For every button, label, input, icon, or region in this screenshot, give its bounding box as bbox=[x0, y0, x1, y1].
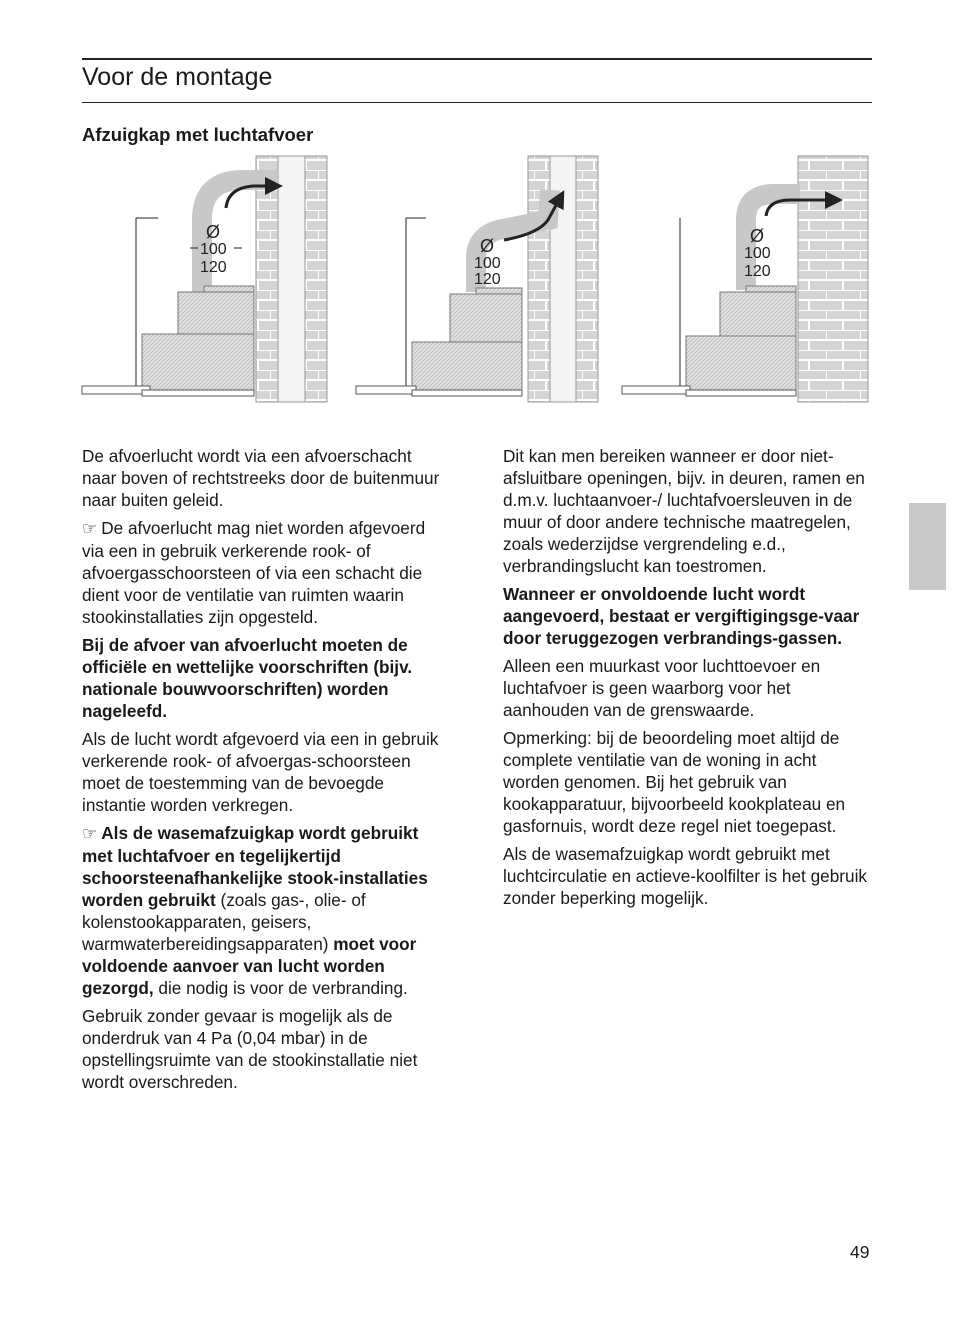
bold-text: moet voor voldoende aanvoer van lucht worden gezorgd, bbox=[82, 934, 417, 998]
chapter-tab bbox=[909, 503, 946, 590]
dimension-120: 120 bbox=[200, 259, 227, 276]
dimension-100: 100 bbox=[744, 245, 771, 262]
dimension-100: 100 bbox=[474, 255, 501, 272]
dimension-120: 120 bbox=[744, 263, 771, 280]
installation-figure bbox=[78, 150, 873, 410]
paragraph: Als de wasemafzuigkap wordt gebruikt met luchtcirculatie en actieve-koolfilter is het gebruik zonder beperking mogelijk. bbox=[503, 844, 867, 908]
normal-text: (zoals gas-, olie- of kolenstookapparaten, geisers, warmwaterbereidingsapparaten) bbox=[82, 890, 366, 954]
dimension-100: 100 bbox=[200, 241, 227, 258]
figure-panel-vertical-duct bbox=[356, 156, 598, 402]
figure-panel-wall-outlet bbox=[622, 156, 868, 402]
note-text: De afvoerlucht mag niet worden afgevoerd via een in gebruik verkerende rook- of afvoergasschoorsteen of via een schacht die dient voor de ventilatie van ruimten waarin stookinstallaties zijn opgesteld. bbox=[82, 518, 426, 627]
text-column-left bbox=[82, 445, 450, 1099]
diameter-symbol: Ø bbox=[750, 226, 765, 246]
page-number: 49 bbox=[850, 1242, 870, 1262]
paragraph: Als de lucht wordt afgevoerd via een in gebruik verkerende rook- of afvoergas-schoorsteen moet de toestemming van de bevoegde instantie worden verkregen. bbox=[82, 729, 439, 815]
note-paragraph bbox=[82, 822, 450, 999]
paragraph: De afvoerlucht wordt via een afvoerschacht naar boven of rechtstreeks door de buitenmuur naar buiten geleid. bbox=[82, 446, 440, 510]
bold-text: Als de wasemafzuigkap wordt gebruikt met luchtafvoer en tegelijkertijd schoorsteenafhankelijke stook-installaties worden gebruikt bbox=[82, 823, 428, 910]
note-paragraph bbox=[82, 517, 450, 628]
pointing-hand-icon: ☞ bbox=[82, 824, 98, 843]
text-column-right bbox=[503, 445, 871, 915]
paragraph: Opmerking: bij de beoordeling moet altijd de complete ventilatie van de woning in acht worden genomen. Bij het gebruik van kookapparatuur, bijvoorbeeld kookplateau en gasfornuis, wordt deze regel niet toegepast. bbox=[503, 728, 846, 836]
paragraph: Dit kan men bereiken wanneer er door niet-afsluitbare openingen, bijv. in deuren, ramen en d.m.v. luchtaanvoer-/ luchtafvoersleuven in de muur of door andere technische maatregelen, zoals wederzijdse vergrendeling e.d., verbrandingslucht kan toestromen. bbox=[503, 446, 865, 576]
bold-text: Wanneer er onvoldoende lucht wordt aangevoerd, bestaat er vergiftigingsge-vaar door teruggezogen verbrandings-gassen. bbox=[503, 584, 860, 648]
paragraph: Gebruik zonder gevaar is mogelijk als de onderdruk van 4 Pa (0,04 mbar) in de opstellingsruimte van de stookinstallatie niet wordt overschreden. bbox=[82, 1006, 418, 1092]
header-rule-bottom bbox=[82, 102, 872, 103]
section-title: Afzuigkap met luchtafvoer bbox=[82, 124, 314, 145]
diameter-symbol: Ø bbox=[480, 236, 495, 256]
normal-text: die nodig is voor de verbranding. bbox=[153, 978, 408, 998]
dimension-120: 120 bbox=[474, 271, 501, 288]
diameter-symbol: Ø bbox=[206, 222, 221, 242]
paragraph-bold bbox=[503, 583, 871, 649]
paragraph-bold bbox=[82, 634, 450, 722]
header-rule-top bbox=[82, 58, 872, 60]
bold-text: Bij de afvoer van afvoerlucht moeten de officiële en wettelijke voorschriften (bijv. nationale bouwvoorschriften) worden nageleefd. bbox=[82, 635, 413, 721]
paragraph: Alleen een muurkast voor luchttoevoer en luchtafvoer is geen waarborg voor het aanhouden van de grenswaarde. bbox=[503, 656, 821, 720]
figure-panel-wall-duct bbox=[82, 156, 327, 402]
pointing-hand-icon: ☞ bbox=[82, 519, 98, 538]
page-title: Voor de montage bbox=[82, 63, 273, 91]
